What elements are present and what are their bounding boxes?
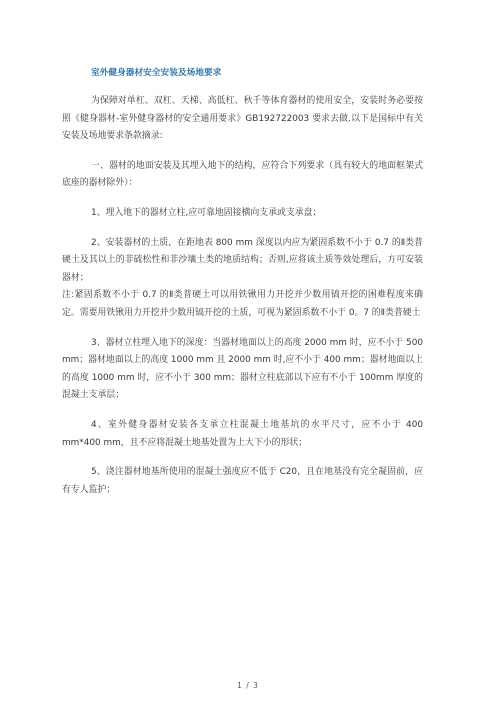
intro-paragraph: 为保障对单杠、双杠、天梯、高低杠、秋千等体育器材的使用安全，安装时务必要按照《健身器材-室外健身器材的安全通用要求》GB192722003 要求去做.以下是国标中有关安装及场地要求条款摘录: xyxy=(62,96,423,142)
item-3-paragraph: 3、器材立柱埋入地下的深度：当器材地面以上的高度 2000 mm 时，应不小于 500 mm；器材地面以上的高度 1000 mm 且 2000 mm 时,应不小于 400 mm；器材地面以上的高度 1000 mm 时，应不小于 300 mm；器材立柱底部以下应有不小于 100mm 厚度的混凝土支承层； xyxy=(62,337,423,401)
section-one-paragraph: 一、器材的地面安装及其埋入地下的结构，应符合下列要求（具有较大的地面框架式底座的器材除外）： xyxy=(62,160,423,189)
page-indicator: 1 / 3 xyxy=(237,681,259,690)
item-1-paragraph: 1、埋入地下的器材立柱,应可靠地固接横向支承或支承盘； xyxy=(91,207,322,218)
document-body xyxy=(62,66,423,511)
item-4-paragraph: 4、室外健身器材安装各支承立柱混凝土地基坑的水平尺寸，应不小于 400 mm*400 mm，且不应将混凝土地基处置为上大下小的形状； xyxy=(62,419,423,448)
document-title: 室外健身器材安全安装及场地要求 xyxy=(91,68,222,78)
item-5-paragraph: 5、浇注器材地基所使用的混凝土强度应不低于 C20，且在地基没有完全凝固前，应有专人监护； xyxy=(62,467,423,495)
note-paragraph: 注:紧固系数不小于 0.7 的Ⅱ类普硬土可以用铁锹用力开挖并少数用镐开挖的困难程度来确定。需要用铁锹用力开挖并少数用镐开挖的土质，可视为紧固系数不小于 0。7 的Ⅱ类普硬土 xyxy=(62,290,423,318)
item-2-paragraph: 2、安装器材的土质，在距地表 800 mm 深度以内应为紧固系数不小于 0.7 的Ⅱ类普硬土及其以上的非硫松性和非沙壤土类的地质结构；否则,应将该土质等效处理后，方可安装器材； xyxy=(62,237,423,283)
